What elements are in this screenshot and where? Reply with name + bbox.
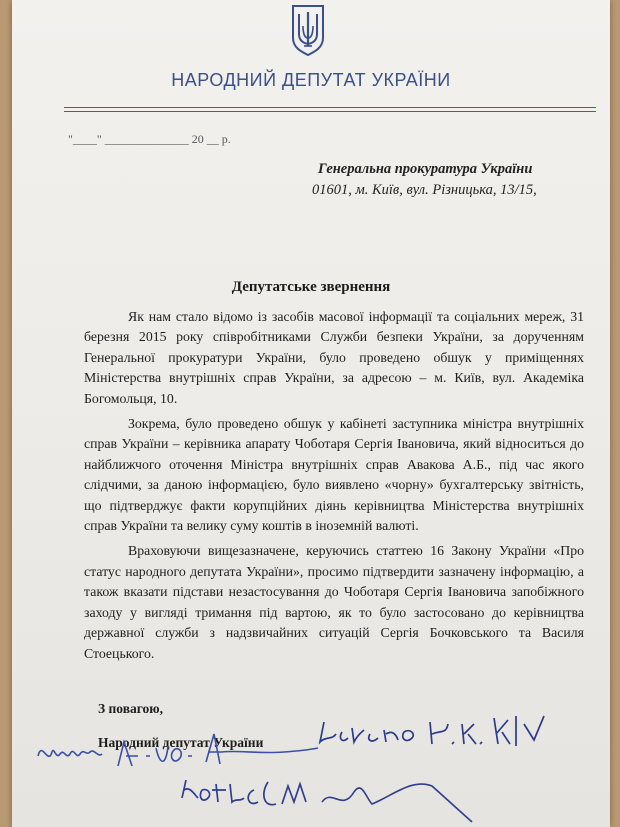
addressee-name: Генеральна прокуратура України [318,161,533,177]
body-paragraph: Зокрема, було проведено обшук у кабінеті заступника міністра внутрішніх справ України – керівника апарату Чоботаря Сергія Івановича, який відноситься до найближчого оточення Міністра внутрішніх справ Авакова А.Б., під час якого слідчими, за даною інформацією, було виявлено «чорну» бухгалтерську звітність, що підтверджує факти корупційних діянь керівництва Міністерства внутрішніх справ України та велику суму коштів в іноземній валюті. [84,416,584,534]
document-title: Депутатське звернення [231,279,391,295]
addressee-block [312,159,572,201]
letter-body [84,307,584,669]
closing-position: Народний депутат України [98,735,264,750]
letterhead-rule-thick [64,107,596,108]
letterhead-title: НАРОДНИЙ ДЕПУТАТ УКРАЇНИ [171,70,451,90]
letter-page [12,0,610,827]
date-line: "____" ______________ 20 __ р. [68,132,231,146]
letterhead-rule-thin [64,111,596,112]
handwritten-signature-3 [312,704,608,756]
handwritten-signature-2 [172,768,552,824]
body-paragraph: Як нам стало відомо із засобів масової інформації та соціальних мереж, 31 березня 2015 року співробітниками Служби безпеки України, за дорученням Генеральної прокуратури України, було проведено обшук у приміщеннях Міністерства внутрішніх справ України, за адресою – м. Київ, вул. Академіка Богомольця, 10. [84,309,584,406]
trident-emblem-icon [290,4,326,56]
addressee-address: 01601, м. Київ, вул. Різницька, 13/15, [312,182,537,198]
closing-regards: З повагою, [98,701,163,716]
body-paragraph: Враховуючи вищезазначене, керуючись статтею 16 Закону України «Про статус народного депутата України», просимо підтвердити зазначену інформацію, а також вказати підстави незастосування до Чоботаря Сергія Івановича запобіжного заходу у вигляді тримання під вартою, як то було застосовано до керівництва державної служби з надзвичайних ситуацій Сергія Бочковського та Василя Стоецького. [84,543,584,661]
